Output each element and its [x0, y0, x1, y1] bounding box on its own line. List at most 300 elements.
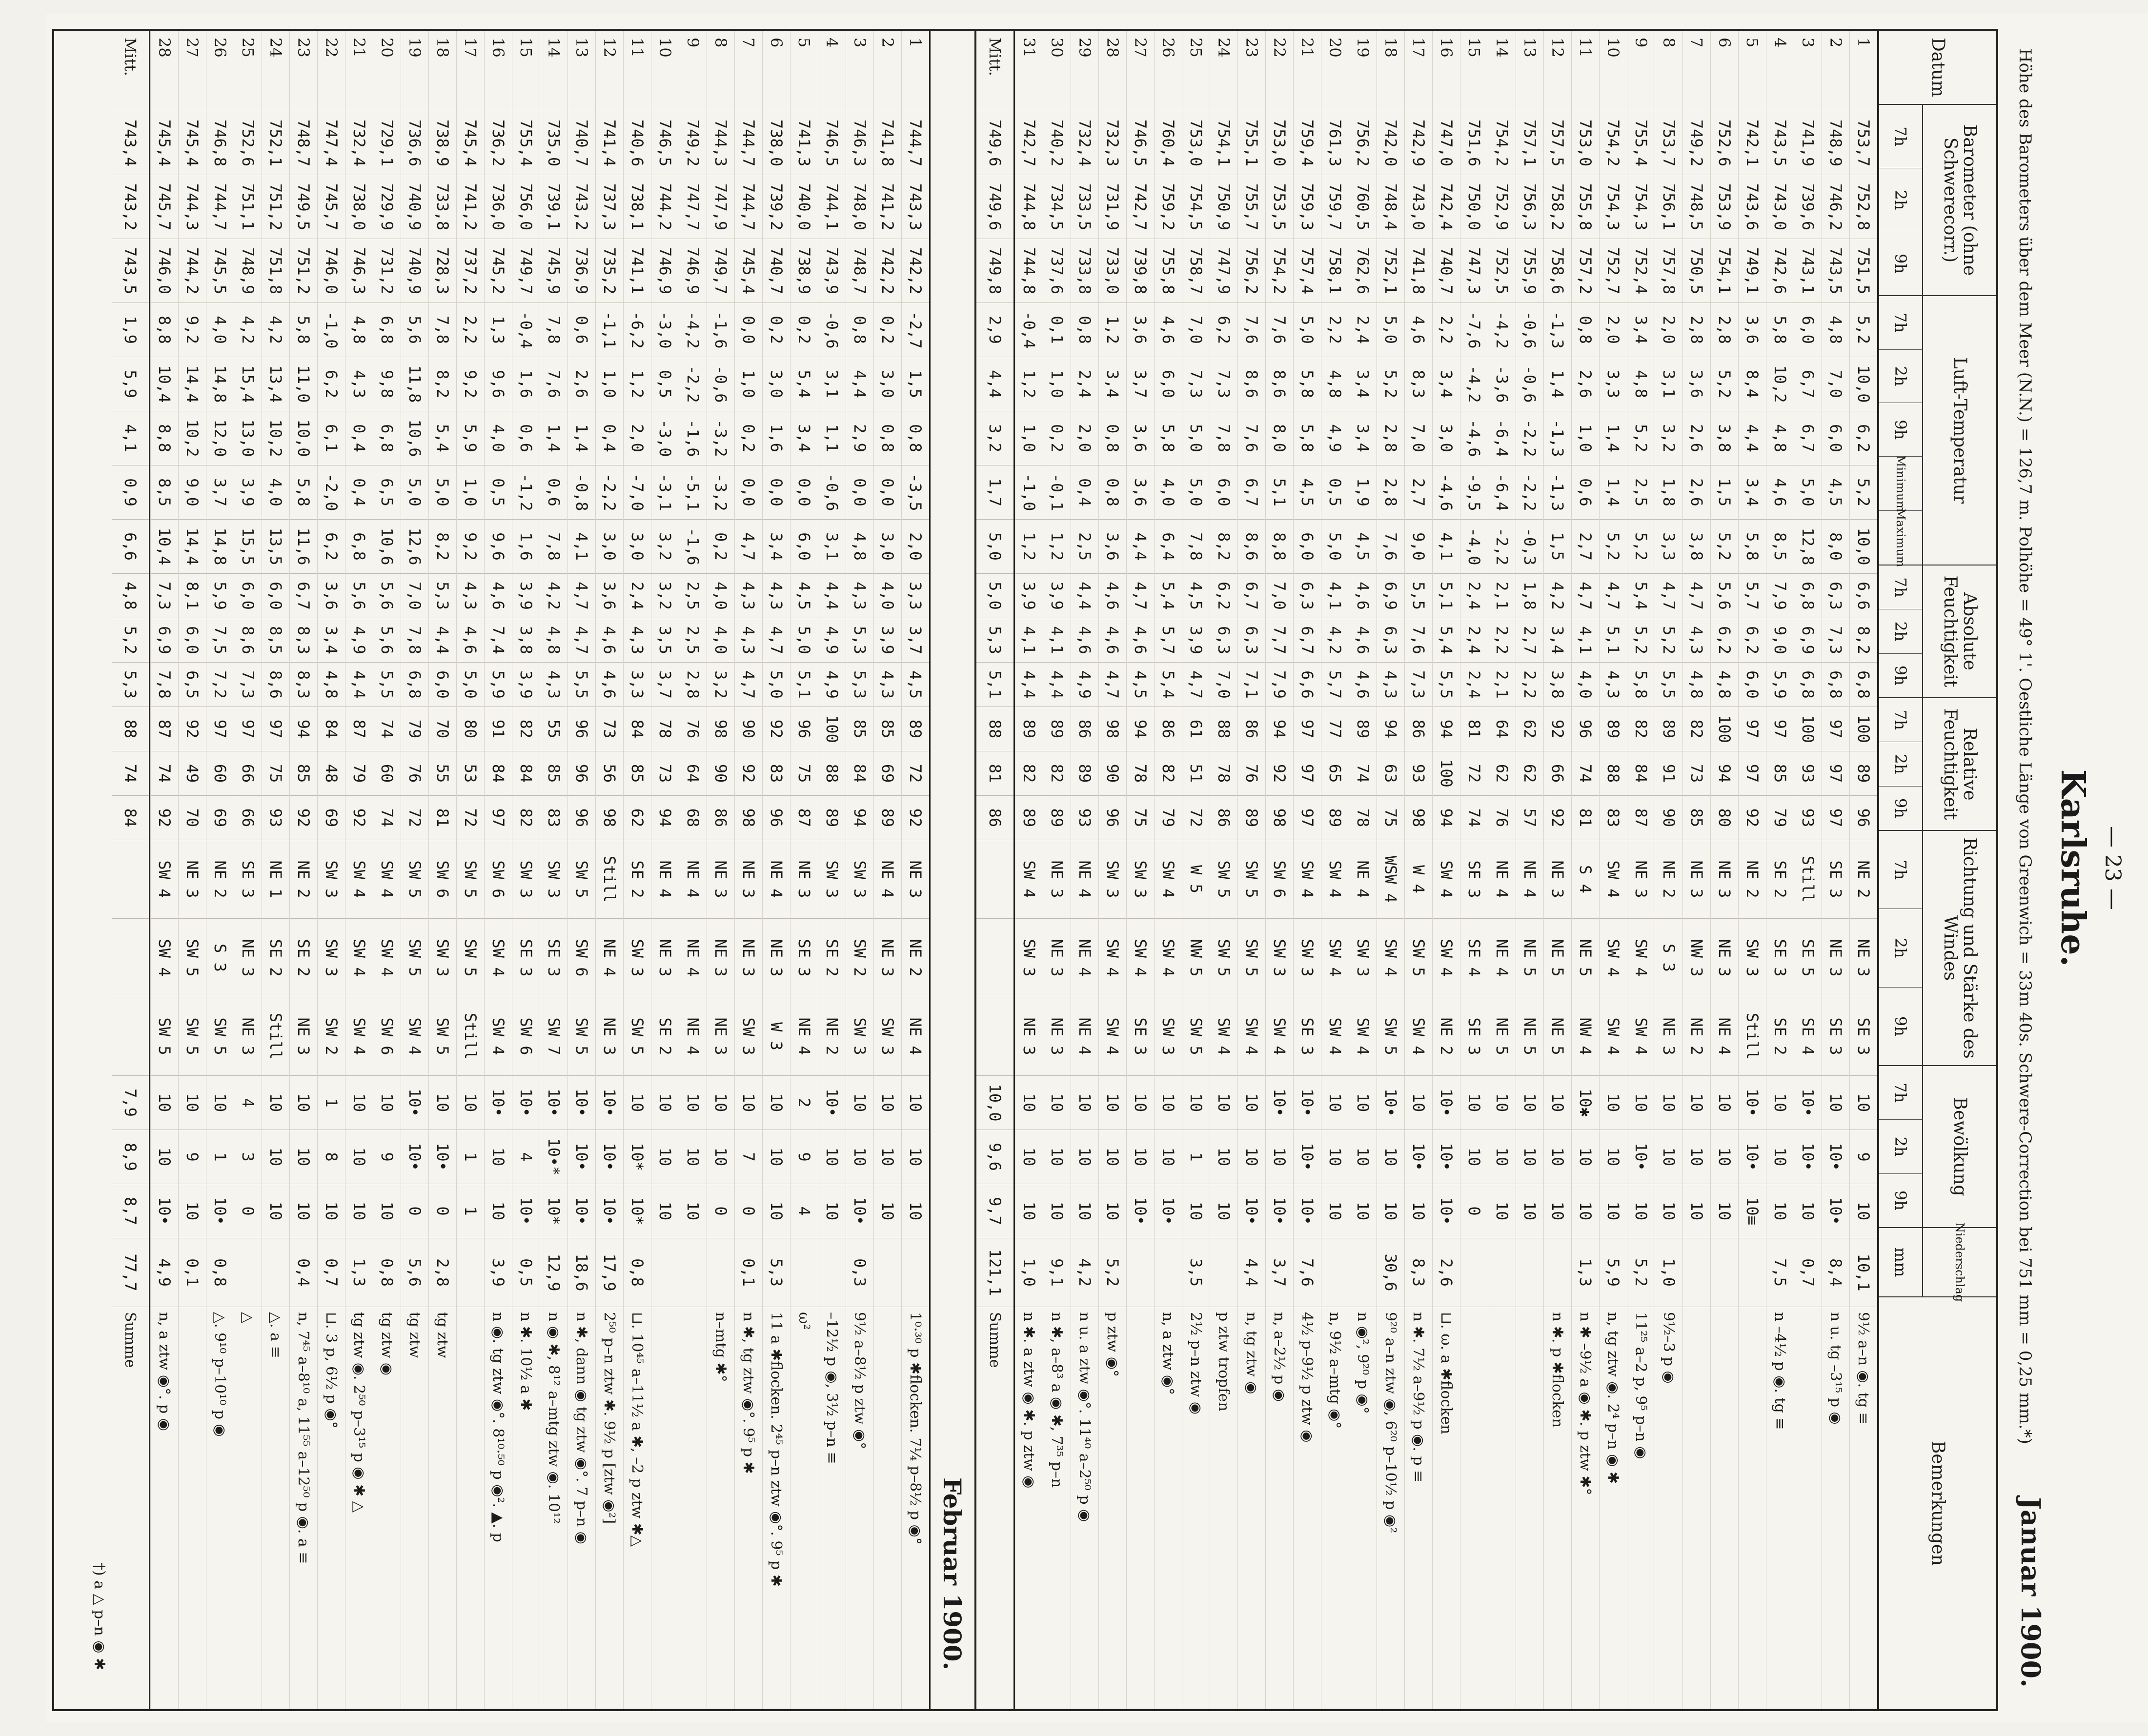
cell-a7: 4,4: [818, 574, 846, 618]
cell-n: 1,3: [345, 1238, 373, 1307]
cell-w7: SW 4: [1433, 840, 1460, 919]
cell-tmin: 6,7: [1238, 465, 1265, 520]
cell-d: 27: [1127, 31, 1154, 111]
cell-b9: 754,1: [1711, 239, 1738, 303]
cell-r7: 92: [179, 707, 206, 751]
cell-t7: 0,2: [763, 303, 790, 357]
cell-r9: 96: [763, 796, 790, 840]
cell-t7: -3,0: [651, 303, 679, 357]
cell-t7: 0,2: [874, 303, 901, 357]
cell-c9: 10: [1600, 1184, 1627, 1238]
cell-c7: 10•: [401, 1076, 428, 1130]
cell-r9: 82: [512, 796, 540, 840]
cell-rem: △: [234, 1307, 262, 1709]
cell-c2: 10: [1155, 1130, 1182, 1184]
cell-tmax: 4,4: [1127, 520, 1154, 574]
cell-w7: SW 4: [345, 840, 373, 919]
cell-c9: 10: [679, 1184, 707, 1238]
cell-w9: SW 7: [540, 997, 567, 1076]
cell-tmin: 0,8: [1099, 465, 1126, 520]
cell-tmin: -0,1: [1043, 465, 1071, 520]
cell-r7: 94: [1127, 707, 1154, 751]
cell-a2: 2,7: [1516, 618, 1543, 663]
cell-c7: 10•: [485, 1076, 512, 1130]
cell-rem: [679, 1307, 707, 1709]
cell-r7: 80: [457, 707, 484, 751]
cell-w9: SW 5: [1377, 997, 1404, 1076]
cell-b7: 732,3: [1099, 111, 1126, 175]
cell-b2: 743,6: [1739, 175, 1766, 239]
cell-tmin: 0,5: [1321, 465, 1349, 520]
cell-b2: 759,7: [1321, 175, 1349, 239]
cell-n: 9,1: [1043, 1238, 1071, 1307]
table-row: [1321, 31, 1349, 1709]
cell-n: [1739, 1238, 1766, 1307]
mean-cell-w9: [112, 997, 149, 1076]
cell-b2: 733,5: [1071, 175, 1098, 239]
cell-b9: 745,2: [485, 239, 512, 303]
cell-b7: 753,7: [1850, 111, 1877, 175]
cell-b2: 749,5: [290, 175, 317, 239]
cell-w2: NE 5: [1544, 919, 1571, 997]
cell-w9: NE 3: [1043, 997, 1071, 1076]
cell-r9: 92: [1544, 796, 1571, 840]
cell-tmin: 0,4: [1071, 465, 1098, 520]
cell-r7: 92: [763, 707, 790, 751]
cell-b7: 755,4: [512, 111, 540, 175]
cell-t9: 0,4: [345, 411, 373, 465]
cell-a2: 6,3: [1377, 618, 1404, 663]
cell-w9: NE 4: [790, 997, 818, 1076]
cell-w2: NE 3: [1043, 919, 1071, 997]
col-niederschlag-label: Niederschlag: [1922, 1228, 1996, 1296]
cell-c7: 10•: [1266, 1076, 1293, 1130]
cell-t7: -0,4: [1015, 303, 1043, 357]
cell-c2: 10•: [1822, 1130, 1849, 1184]
cell-a9: 5,0: [457, 663, 484, 707]
cell-w2: SW 5: [401, 919, 428, 997]
cell-t7: 2,8: [1683, 303, 1710, 357]
cell-w2: SE 4: [1460, 919, 1488, 997]
cell-r2: 72: [1460, 751, 1488, 796]
cell-t9: 3,0: [1433, 411, 1460, 465]
cell-tmin: 9,0: [179, 465, 206, 520]
cell-w7: W 5: [1182, 840, 1210, 919]
cell-a2: 7,7: [1266, 618, 1293, 663]
cell-d: 19: [401, 31, 428, 111]
cell-r2: 63: [1377, 751, 1404, 796]
cell-d: 8: [707, 31, 734, 111]
cell-tmin: -3,1: [651, 465, 679, 520]
cell-a2: 7,4: [485, 618, 512, 663]
cell-c2: 10: [818, 1130, 846, 1184]
cell-c9: 10: [763, 1184, 790, 1238]
cell-d: 18: [429, 31, 456, 111]
cell-c2: 10: [1321, 1130, 1349, 1184]
cell-rem: 2½ p–n ztw ◉: [1182, 1307, 1210, 1709]
cell-t7: -1,3: [1544, 303, 1571, 357]
cell-w2: SW 4: [1099, 919, 1126, 997]
cell-b7: 755,4: [1627, 111, 1655, 175]
mean-cell-a7: 4,8: [112, 574, 149, 618]
cell-tmax: 5,8: [1739, 520, 1766, 574]
cell-b9: 749,7: [512, 239, 540, 303]
cell-r9: 94: [651, 796, 679, 840]
cell-t2: 3,6: [1683, 357, 1710, 411]
cell-w7: NE 2: [1739, 840, 1766, 919]
cell-b7: 742,1: [1739, 111, 1766, 175]
cell-b9: 752,5: [1488, 239, 1516, 303]
cell-r9: 72: [1182, 796, 1210, 840]
cell-r9: 92: [345, 796, 373, 840]
cell-b7: 753,7: [1655, 111, 1682, 175]
cell-a2: 6,3: [1210, 618, 1237, 663]
cell-w2: NE 4: [1071, 919, 1098, 997]
cell-t9: 3,4: [1349, 411, 1377, 465]
cell-b7: 741,4: [596, 111, 623, 175]
cell-r7: 100: [1850, 707, 1877, 751]
cell-w7: SW 6: [429, 840, 456, 919]
cell-a9: 5,8: [1627, 663, 1655, 707]
cell-w7: SW 5: [1210, 840, 1237, 919]
cell-w2: SW 5: [1210, 919, 1237, 997]
cell-d: 13: [568, 31, 595, 111]
cell-b9: 731,2: [373, 239, 401, 303]
cell-r2: 66: [234, 751, 262, 796]
cell-a9: 5,0: [763, 663, 790, 707]
cell-rem: n, a ztw ◉°. p ◉: [151, 1307, 178, 1709]
mean-cell-r9: 86: [976, 796, 1013, 840]
cell-t2: 6,2: [318, 357, 345, 411]
cell-c2: 10: [1349, 1130, 1377, 1184]
cell-c7: 10•: [818, 1076, 846, 1130]
cell-c9: 10: [1071, 1184, 1098, 1238]
cell-r7: 92: [1544, 707, 1571, 751]
mean-cell-r7: 88: [976, 707, 1013, 751]
cell-c7: 10: [651, 1076, 679, 1130]
rel-9h: 9h: [1891, 798, 1910, 818]
cell-r2: 53: [457, 751, 484, 796]
cell-tmax: 9,0: [1405, 520, 1432, 574]
cell-t7: -1,6: [707, 303, 734, 357]
cell-c9: 10•: [512, 1184, 540, 1238]
cell-t7: 9,2: [179, 303, 206, 357]
cell-w2: SW 4: [345, 919, 373, 997]
cell-tmax: 8,2: [1210, 520, 1237, 574]
cell-r9: 78: [1349, 796, 1377, 840]
cell-n: [1127, 1238, 1154, 1307]
cell-c2: 10: [345, 1130, 373, 1184]
cell-c2: 10: [1099, 1130, 1126, 1184]
cell-c7: 4: [234, 1076, 262, 1130]
cell-w2: SW 3: [1739, 919, 1766, 997]
cell-r7: 81: [1460, 707, 1488, 751]
cell-d: 23: [1238, 31, 1265, 111]
cell-t2: 3,3: [1600, 357, 1627, 411]
cell-b9: 738,9: [790, 239, 818, 303]
cell-b9: 745,9: [540, 239, 567, 303]
cell-tmin: 1,8: [1655, 465, 1682, 520]
col-wind-label: Richtung und Stärke des Windes: [1922, 831, 1996, 1065]
cell-d: 17: [1405, 31, 1432, 111]
cell-w2: NE 5: [1572, 919, 1599, 997]
cell-d: 26: [1155, 31, 1182, 111]
precip-unit: mm: [1891, 1247, 1910, 1277]
cell-w9: SW 4: [1349, 997, 1377, 1076]
cell-t2: -0,6: [1516, 357, 1543, 411]
cell-r9: 93: [1794, 796, 1822, 840]
cell-c7: 10: [1655, 1076, 1682, 1130]
cell-w9: SW 5: [151, 997, 178, 1076]
cell-w9: SW 6: [373, 997, 401, 1076]
cell-w7: SW 3: [818, 840, 846, 919]
cell-w2: S 3: [206, 919, 234, 997]
cell-r2: 85: [540, 751, 567, 796]
cell-r7: 94: [290, 707, 317, 751]
table-row: [1182, 31, 1210, 1709]
cell-a2: 4,8: [540, 618, 567, 663]
cell-d: 15: [512, 31, 540, 111]
cell-b9: 742,2: [874, 239, 901, 303]
cell-r7: 89: [1043, 707, 1071, 751]
cell-w2: NE 5: [1516, 919, 1543, 997]
cell-tmax: 9,2: [457, 520, 484, 574]
cell-w7: SW 5: [568, 840, 595, 919]
cell-tmin: 3,4: [1739, 465, 1766, 520]
cell-b9: 751,5: [1850, 239, 1877, 303]
cell-c7: 10•: [1433, 1076, 1460, 1130]
cell-b7: 743,5: [1766, 111, 1794, 175]
mean-cell-tmin: 1,7: [976, 465, 1013, 520]
page-number: — 23 —: [2100, 826, 2125, 910]
cell-t2: 0,5: [651, 357, 679, 411]
cell-t7: 2,2: [1321, 303, 1349, 357]
cell-t9: 8,8: [151, 411, 178, 465]
cell-b7: 753,0: [1572, 111, 1599, 175]
cell-a9: 6,8: [1794, 663, 1822, 707]
cell-a9: 3,8: [1544, 663, 1571, 707]
cell-w9: SW 2: [318, 997, 345, 1076]
cell-d: 9: [679, 31, 707, 111]
cell-a9: 8,6: [262, 663, 289, 707]
cell-r2: 100: [1433, 751, 1460, 796]
cell-w2: NE 3: [1850, 919, 1877, 997]
cell-w7: NE 3: [1627, 840, 1655, 919]
table-row: [790, 31, 818, 1709]
cell-r2: 92: [1266, 751, 1293, 796]
cell-t2: 2,6: [568, 357, 595, 411]
cell-t9: -1,3: [1544, 411, 1571, 465]
cell-t7: -0,6: [818, 303, 846, 357]
cell-d: 5: [790, 31, 818, 111]
cell-r9: 85: [1683, 796, 1710, 840]
col-bemerkungen: [1879, 1297, 1996, 1709]
table-row: [540, 31, 567, 1709]
cell-b7: 753,0: [1182, 111, 1210, 175]
cell-t9: 6,8: [373, 411, 401, 465]
cell-tmin: 5,0: [429, 465, 456, 520]
cell-a7: 6,7: [290, 574, 317, 618]
cell-t9: 8,0: [1266, 411, 1293, 465]
cell-a2: 4,1: [1572, 618, 1599, 663]
cell-c2: 10: [1043, 1130, 1071, 1184]
cell-a9: 4,7: [1099, 663, 1126, 707]
cell-b7: 757,5: [1544, 111, 1571, 175]
rel-7h: 7h: [1879, 698, 1922, 742]
cell-t2: 4,8: [1627, 357, 1655, 411]
table-row: [901, 31, 929, 1709]
cell-r9: 98: [1266, 796, 1293, 840]
cell-w7: SW 3: [1099, 840, 1126, 919]
cell-r2: 82: [1015, 751, 1043, 796]
cell-d: 24: [1210, 31, 1237, 111]
cell-t7: -0,6: [1516, 303, 1543, 357]
cell-c9: 10: [1572, 1184, 1599, 1238]
cell-c2: 10•: [1294, 1130, 1321, 1184]
cell-d: 23: [290, 31, 317, 111]
mean-cell-r2: 74: [112, 751, 149, 796]
cell-rem: 11 a ✱flocken. 2⁴⁵ p–n ztw ◉°. 9⁵ p ✱: [763, 1307, 790, 1709]
cell-a2: 4,6: [596, 618, 623, 663]
cell-c7: 10: [1460, 1076, 1488, 1130]
cell-rem: ⊔. 10⁴⁵ a–11½ a ✱, –2 p ztw ✱△: [624, 1307, 651, 1709]
cell-c9: 10: [1043, 1184, 1071, 1238]
cell-r7: 87: [151, 707, 178, 751]
cell-tmin: 4,0: [1155, 465, 1182, 520]
cell-t9: -3,2: [707, 411, 734, 465]
cell-c9: 1: [457, 1184, 484, 1238]
cell-b2: 741,2: [874, 175, 901, 239]
table-row: [1599, 31, 1627, 1709]
cell-w7: NE 3: [179, 840, 206, 919]
cell-n: 0,8: [373, 1238, 401, 1307]
cell-d: 4: [1766, 31, 1794, 111]
february-extra-row: [87, 31, 112, 1709]
cell-r7: 97: [1294, 707, 1321, 751]
cell-a9: 5,4: [1155, 663, 1182, 707]
table-row: [1377, 31, 1404, 1709]
cell-r7: 100: [1711, 707, 1738, 751]
cell-a7: 3,3: [902, 574, 929, 618]
cell-c7: 10•: [596, 1076, 623, 1130]
cell-w7: NE 2: [1850, 840, 1877, 919]
cell-c7: 10: [846, 1076, 873, 1130]
cell-r2: 82: [1155, 751, 1182, 796]
cell-a7: 5,3: [429, 574, 456, 618]
cell-d: 8: [1655, 31, 1682, 111]
cell-n: 12,9: [540, 1238, 567, 1307]
cell-n: [707, 1238, 734, 1307]
mean-cell-w2: [112, 919, 149, 997]
cell-c2: 10: [1683, 1130, 1710, 1184]
cell-w9: SE 3: [1294, 997, 1321, 1076]
cell-t9: 10,0: [290, 411, 317, 465]
cell-c7: 10: [1711, 1076, 1738, 1130]
cell-t7: 7,0: [1182, 303, 1210, 357]
cell-b9: 756,2: [1238, 239, 1265, 303]
cell-w9: W 3: [763, 997, 790, 1076]
cell-w2: SW 4: [1627, 919, 1655, 997]
cell-w9: SW 5: [429, 997, 456, 1076]
cell-n: 8,3: [1405, 1238, 1432, 1307]
cell-rem: –12½ p ◉, 3½ p–n ≡: [818, 1307, 846, 1709]
cell-w2: SW 5: [1238, 919, 1265, 997]
cell-w7: S 4: [1572, 840, 1599, 919]
cell-r9: 75: [1127, 796, 1154, 840]
cell-d: 6: [763, 31, 790, 111]
cell-w7: NE 3: [1544, 840, 1571, 919]
cell-r9: 96: [568, 796, 595, 840]
table-row: [1349, 31, 1377, 1709]
mean-cell-b9: 743,5: [112, 239, 149, 303]
cell-a7: 4,6: [1349, 574, 1377, 618]
cell-c9: 10: [1794, 1184, 1822, 1238]
cell-r7: 96: [568, 707, 595, 751]
cell-b2: 745,7: [151, 175, 178, 239]
cell-a2: 4,3: [735, 618, 762, 663]
cell-t7: 0,8: [846, 303, 873, 357]
mean-cell-w7: [112, 840, 149, 919]
cell-t7: 1,2: [1099, 303, 1126, 357]
cell-r7: 97: [206, 707, 234, 751]
cell-b9: 751,8: [262, 239, 289, 303]
cell-b7: 744,7: [735, 111, 762, 175]
col-niederschlag: [1879, 1222, 1996, 1302]
mean-cell-n: 77,7: [112, 1238, 149, 1307]
cell-c9: 10: [874, 1184, 901, 1238]
cell-r2: 93: [1794, 751, 1822, 796]
cell-a9: 5,5: [1433, 663, 1460, 707]
cell-tmin: 0,6: [540, 465, 567, 520]
cell-b2: 740,9: [401, 175, 428, 239]
cell-n: [790, 1238, 818, 1307]
cell-t7: 7,6: [1266, 303, 1293, 357]
cell-d: 22: [318, 31, 345, 111]
cell-w9: SW 4: [1627, 997, 1655, 1076]
cell-d: 12: [596, 31, 623, 111]
cell-a2: 4,6: [1071, 618, 1098, 663]
cell-d: 9: [1627, 31, 1655, 111]
cell-r9: 97: [485, 796, 512, 840]
cell-a2: 8,5: [262, 618, 289, 663]
cell-tmin: 2,6: [1683, 465, 1710, 520]
cell-t9: 7,8: [1210, 411, 1237, 465]
cell-a7: 7,3: [151, 574, 178, 618]
cell-t2: 1,0: [735, 357, 762, 411]
cell-b9: 746,3: [345, 239, 373, 303]
cell-b2: 756,0: [512, 175, 540, 239]
cell-r7: 82: [1627, 707, 1655, 751]
cell-w2: SW 3: [1266, 919, 1293, 997]
cell-tmin: 5,0: [1794, 465, 1822, 520]
cell-w2: SW 3: [1294, 919, 1321, 997]
cell-a2: 5,3: [846, 618, 873, 663]
cell-b7: 756,2: [1349, 111, 1377, 175]
cell-w2: SE 3: [1766, 919, 1794, 997]
cell-n: [262, 1238, 289, 1307]
cell-w9: SW 4: [1210, 997, 1237, 1076]
cell-tmin: 1,0: [457, 465, 484, 520]
cell-r2: 84: [1627, 751, 1655, 796]
cell-d: 14: [540, 31, 567, 111]
cell-t9: 6,7: [1794, 411, 1822, 465]
cell-a7: 4,0: [874, 574, 901, 618]
table-row: [1015, 31, 1043, 1709]
cell-r2: 55: [429, 751, 456, 796]
cell-r9: 72: [457, 796, 484, 840]
cell-a9: 4,0: [1572, 663, 1599, 707]
cell-c9: 10: [1099, 1184, 1126, 1238]
